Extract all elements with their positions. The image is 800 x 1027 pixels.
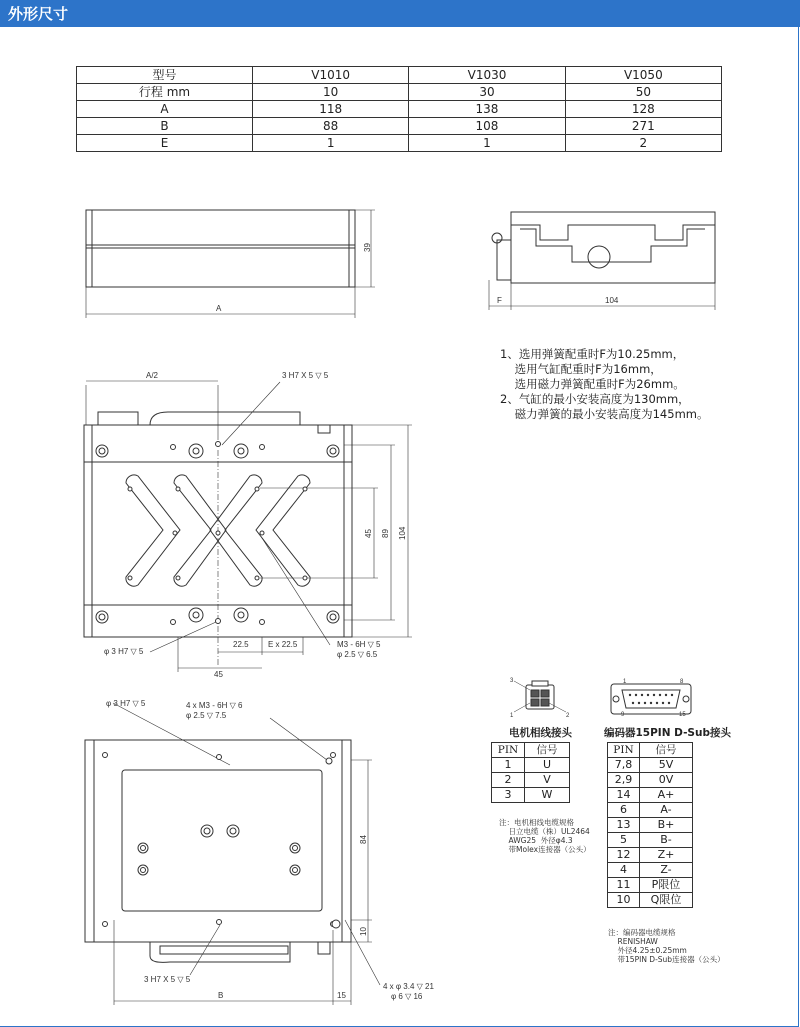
encoder-pin-row — [608, 758, 693, 773]
pin-header-cell: PIN — [608, 743, 640, 758]
dim-bot-25: φ 2.5 ▽ 7.5 — [186, 711, 227, 720]
dim-top-89: 89 — [381, 529, 390, 538]
signal-cell: A- — [640, 803, 693, 818]
pin-header-cell: 信号 — [640, 743, 693, 758]
pin-cell: 6 — [608, 803, 640, 818]
dim-bot-6-16: φ 6 ▽ 16 — [391, 992, 423, 1001]
dsub-pin-label: 9 — [621, 712, 625, 718]
signal-cell: V — [525, 773, 570, 788]
motor-pin-label: 3 — [510, 678, 514, 684]
signal-cell: B+ — [640, 818, 693, 833]
dim-top-Ex22-5: E x 22.5 — [268, 640, 298, 649]
motor-pin-label: 1 — [510, 713, 514, 719]
spec-cell: E — [77, 135, 253, 152]
motor-pin-label: 2 — [566, 713, 570, 719]
spec-cell: 10 — [253, 84, 409, 101]
spec-header-cell: V1030 — [409, 67, 565, 84]
dim-top-104: 104 — [398, 526, 407, 540]
dim-top-3h7x5: 3 H7 X 5 ▽ 5 — [282, 371, 329, 380]
signal-cell: 0V — [640, 773, 693, 788]
motor-pin-row — [492, 758, 570, 773]
spec-cell: 行程 mm — [77, 84, 253, 101]
spec-cell: 88 — [253, 118, 409, 135]
pin-cell: 2,9 — [608, 773, 640, 788]
pin-cell: 1 — [492, 758, 525, 773]
pin-cell: 5 — [608, 833, 640, 848]
bottom-view-drawing — [85, 703, 380, 1005]
spec-header-cell: V1050 — [565, 67, 721, 84]
motor-cable-note: 注：电机相线电缆规格 日立电缆（株）UL2464 AWG25 外径φ4.3 带Molex连接器（公头） — [499, 818, 591, 854]
signal-cell: 5V — [640, 758, 693, 773]
pin-cell: 4 — [608, 863, 640, 878]
spec-header-cell: 型号 — [77, 67, 253, 84]
signal-cell: W — [525, 788, 570, 803]
encoder-pin-header — [608, 743, 693, 758]
pin-cell: 12 — [608, 848, 640, 863]
dim-side-A: A — [216, 304, 222, 313]
dsub-pin-label: 1 — [623, 679, 627, 685]
encoder-pin-row — [608, 863, 693, 878]
signal-cell: Z- — [640, 863, 693, 878]
spec-cell: 128 — [565, 101, 721, 118]
motor-pin-row — [492, 788, 570, 803]
dim-top-45h: 45 — [214, 670, 223, 679]
spec-cell: 108 — [409, 118, 565, 135]
dim-top-A2: A/2 — [146, 371, 159, 380]
spec-cell: 50 — [565, 84, 721, 101]
dim-bot-4x34: 4 x φ 3.4 ▽ 21 — [383, 982, 434, 991]
pin-header-cell: 信号 — [525, 743, 570, 758]
encoder-pin-row — [608, 833, 693, 848]
dim-end-104: 104 — [605, 296, 619, 305]
motor-pin-header — [492, 743, 570, 758]
dim-top-22-5: 22.5 — [233, 640, 249, 649]
spec-cell: 138 — [409, 101, 565, 118]
dim-top-3h7-5: φ 3 H7 ▽ 5 — [104, 647, 144, 656]
side-view-drawing — [86, 210, 375, 318]
pin-cell: 14 — [608, 788, 640, 803]
signal-cell: B- — [640, 833, 693, 848]
end-view-drawing — [489, 212, 715, 310]
encoder-pin-table — [607, 742, 693, 908]
motor-pin-row — [492, 773, 570, 788]
signal-cell: U — [525, 758, 570, 773]
motor-pin-table — [491, 742, 570, 803]
dim-bot-3h7: φ 3 H7 ▽ 5 — [106, 699, 146, 708]
encoder-pin-row — [608, 848, 693, 863]
encoder-pin-row — [608, 818, 693, 833]
pin-cell: 13 — [608, 818, 640, 833]
spec-cell: 1 — [409, 135, 565, 152]
dsub-pin-label: 15 — [679, 712, 686, 718]
dim-top-45v: 45 — [364, 529, 373, 538]
encoder-cable-note: 注：编码器电缆规格 RENISHAW 外径4.25±0.25mm 带15PIN D-Sub连接器（公头） — [608, 928, 725, 964]
spec-cell: 271 — [565, 118, 721, 135]
pin-header-cell: PIN — [492, 743, 525, 758]
pin-cell: 7,8 — [608, 758, 640, 773]
spec-cell: 30 — [409, 84, 565, 101]
spec-cell: 1 — [253, 135, 409, 152]
encoder-pin-row — [608, 878, 693, 893]
pin-cell: 11 — [608, 878, 640, 893]
pin-cell: 2 — [492, 773, 525, 788]
spec-cell: 118 — [253, 101, 409, 118]
dim-bot-B: B — [218, 991, 224, 1000]
dim-top-25: φ 2.5 ▽ 6.5 — [337, 650, 378, 659]
spec-cell: B — [77, 118, 253, 135]
dim-bot-4xm3: 4 x M3 - 6H ▽ 6 — [186, 701, 243, 710]
page-title: 外形尺寸 — [8, 5, 69, 23]
pin-cell: 10 — [608, 893, 640, 908]
signal-cell: Z+ — [640, 848, 693, 863]
dim-bot-3h7x5: 3 H7 X 5 ▽ 5 — [144, 975, 191, 984]
motor-connector-icon — [514, 681, 566, 712]
motor-connector-caption: 电机相线接头 — [509, 727, 572, 739]
dim-end-F: F — [497, 296, 502, 305]
encoder-pin-row — [608, 788, 693, 803]
encoder-pin-row — [608, 893, 693, 908]
signal-cell: P限位 — [640, 878, 693, 893]
installation-notes: 1、选用弹簧配重时F为10.25mm， 选用气缸配重时F为16mm， 选用磁力弹簧配重时F为26mm。 2、气缸的最小安装高度为130mm， 磁力弹簧的最小安装高度为145mm。 — [500, 347, 709, 421]
spec-cell: 2 — [565, 135, 721, 152]
dsub-pin-label: 8 — [680, 679, 684, 685]
spec-cell: A — [77, 101, 253, 118]
dsub-connector-icon — [611, 684, 691, 714]
signal-cell: A+ — [640, 788, 693, 803]
encoder-connector-caption: 编码器15PIN D-Sub接头 — [604, 727, 731, 739]
dim-top-m3: M3 - 6H ▽ 5 — [337, 640, 381, 649]
dim-bot-84: 84 — [359, 835, 368, 844]
spec-header-cell: V1010 — [253, 67, 409, 84]
signal-cell: Q限位 — [640, 893, 693, 908]
encoder-pin-row — [608, 773, 693, 788]
dim-side-39: 39 — [363, 243, 372, 252]
dim-bot-15: 15 — [337, 991, 346, 1000]
top-view-drawing — [84, 381, 412, 672]
encoder-pin-row — [608, 803, 693, 818]
dim-bot-10: 10 — [359, 927, 368, 936]
pin-cell: 3 — [492, 788, 525, 803]
